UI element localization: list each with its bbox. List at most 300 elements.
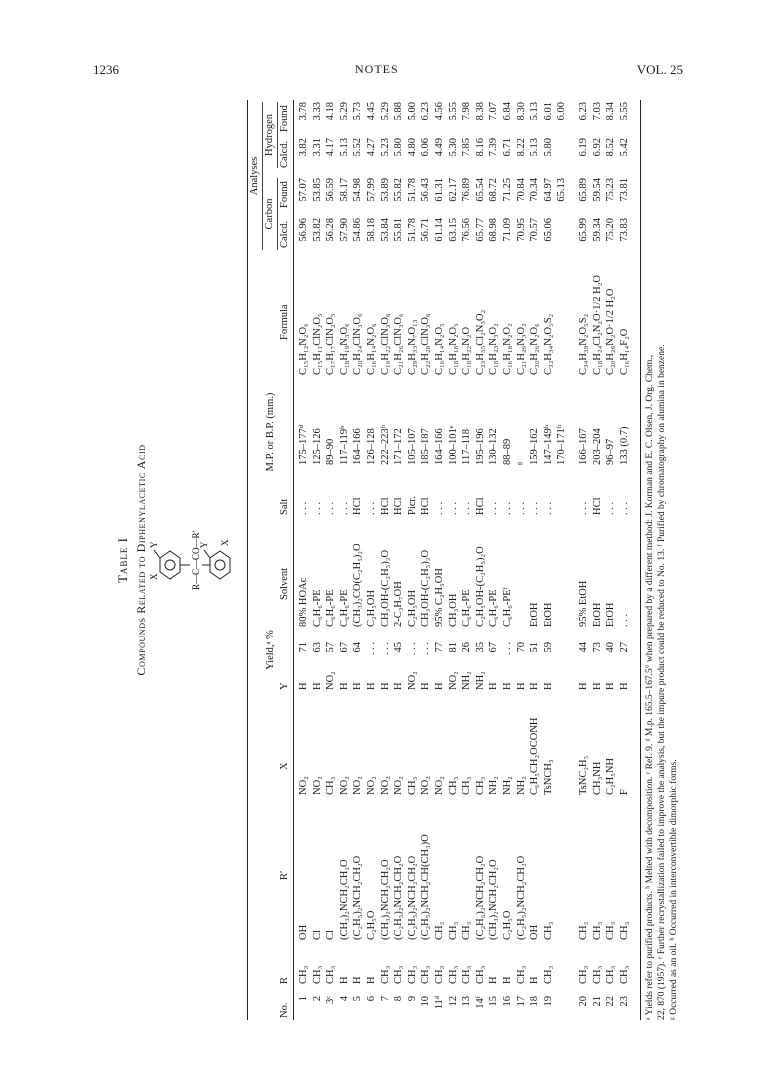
cell-solvent: CH₃OH-(C₂H₅)₂O — [379, 549, 391, 627]
cell-hydrogen-calcd: 4.17 — [325, 138, 337, 157]
cell-r-prime: (C₂H₅)₂NCH₂CH(CH₃)O — [420, 834, 432, 940]
cell-carbon-calcd: 56.96 — [298, 218, 309, 242]
cell-formula: C₁₇H₁₇ClN₂O₅ — [325, 313, 337, 375]
cell-formula: C₁₆H₁₄N₂O₆ — [366, 323, 377, 375]
cell-carbon-calcd: 57.90 — [338, 218, 350, 242]
cell-formula: C₂₉H₃₃N₇O₁₃ — [406, 319, 418, 375]
cell-hydrogen-found: 6.23 — [578, 102, 589, 121]
substituent-y-top: Y — [149, 541, 159, 548]
cell-salt: Picr. — [406, 496, 418, 515]
cell-hydrogen-found: 7.07 — [488, 102, 500, 121]
cell-r: H — [502, 976, 513, 984]
cell-yield: 59 — [542, 642, 554, 653]
cell-solvent: C₆H₆-PE — [488, 589, 500, 627]
cell-yield: 64 — [352, 642, 364, 653]
cell-carbon-calcd: 54.86 — [352, 218, 364, 242]
cell-r: CH₃ — [393, 965, 405, 984]
cell-carbon-calcd: 70.95 — [515, 218, 527, 242]
cell-hydrogen-found: 8.30 — [515, 102, 527, 121]
cell-solvent: 95% EtOH — [578, 580, 589, 627]
header-analyses: Analyses — [249, 156, 260, 196]
cell-solvent: C₂H₅OH — [406, 589, 418, 627]
cell-r-prime: CH₃ — [447, 921, 459, 940]
cell-formula: C₂₁H₂₉N₃O₂ — [515, 323, 527, 375]
cell-yield: 73 — [591, 642, 603, 653]
cell-y: NH₂ — [461, 671, 473, 690]
cell-hydrogen-found: 6.00 — [556, 102, 568, 121]
cell-x: C₂H₅NH — [605, 757, 617, 795]
cell-hydrogen-found: 3.33 — [311, 102, 323, 121]
cell-x: NO₂ — [366, 776, 377, 795]
cell-formula: C₂₀H₂₆N₂O·1/2 H₂O — [605, 288, 617, 375]
cell-yield: 35 — [474, 642, 486, 653]
analyses-rule — [262, 102, 263, 250]
cell-x: C₆H₅CH₂OCONH — [529, 717, 541, 795]
cell-carbon-calcd: 73.83 — [618, 218, 630, 242]
cell-r: CH₃ — [542, 965, 554, 984]
cell-x: NH₂ — [502, 776, 513, 795]
cell-x: CH₃ — [461, 776, 473, 795]
cell-solvent: 80% HOAc — [298, 577, 309, 627]
cell-salt: HCl — [591, 497, 603, 515]
cell-yield: 71 — [298, 642, 309, 653]
table-row — [434, 100, 448, 1020]
header-carbon-found: Found — [279, 181, 290, 208]
cell-carbon-calcd: 53.84 — [379, 218, 391, 242]
cell-mp: 164–166 — [352, 428, 364, 465]
cell-y: H — [515, 682, 527, 690]
cell-carbon-found: 53.85 — [311, 178, 323, 202]
cell-carbon-found: 54.98 — [352, 178, 364, 202]
table-row — [475, 100, 489, 1020]
header-no: No. — [279, 1002, 290, 1018]
cell-hydrogen-found: 7.98 — [461, 102, 473, 121]
cell-salt: . . . — [502, 501, 513, 515]
table-row — [448, 100, 462, 1020]
cell-yield: . . . — [420, 642, 432, 656]
cell-r-prime: (C₂H₅)₂NCH₂CH₂O — [474, 855, 486, 940]
cell-yield: 67 — [338, 642, 350, 653]
cell-no: 5 — [352, 996, 364, 1002]
cell-hydrogen-found: 8.34 — [605, 102, 617, 121]
cell-no: 20 — [578, 996, 589, 1007]
cell-r-prime: CH₃ — [605, 921, 617, 940]
cell-solvent: C₆H₆-PE — [338, 589, 350, 627]
cell-mp: 185–187 — [420, 428, 432, 465]
cell-salt: . . . — [488, 501, 500, 515]
cell-no: 10 — [420, 996, 432, 1007]
cell-y: H — [529, 682, 541, 690]
cell-x: CH₃ — [474, 776, 486, 795]
table-row — [605, 100, 619, 1020]
cell-mp: 164–166 — [434, 428, 445, 465]
cell-x: CH₃NH — [591, 761, 603, 795]
cell-solvent: 2-C₃H₇OH — [393, 581, 405, 627]
cell-salt: . . . — [529, 501, 541, 515]
cell-mp: 170–171ʰ — [556, 424, 568, 465]
cell-r: H — [352, 976, 364, 984]
cell-carbon-calcd: 65.77 — [474, 218, 486, 242]
table-row — [339, 100, 353, 1020]
cell-no: 23 — [618, 996, 630, 1007]
running-head — [0, 62, 769, 82]
core-formula: R—C—CO—R′ — [191, 530, 201, 590]
table-caption: Compounds Related to Diphenylacetic Acid — [134, 444, 148, 676]
hydrogen-rule — [277, 102, 278, 168]
cell-salt: . . . — [618, 501, 630, 515]
cell-solvent: CH₃OH-(C₂H₅)₂O — [420, 549, 432, 627]
table-row — [543, 100, 557, 1020]
cell-y: NO₂ — [325, 671, 337, 690]
cell-carbon-found: 57.99 — [366, 178, 377, 202]
table-row — [380, 100, 394, 1020]
substituent-x-top: X — [149, 573, 159, 580]
cell-r: H — [366, 976, 377, 984]
cell-hydrogen-found: 6.01 — [542, 102, 554, 121]
cell-r: CH₃ — [605, 965, 617, 984]
cell-hydrogen-calcd: 5.80 — [393, 138, 405, 157]
structure-diagram — [148, 490, 240, 630]
cell-salt: . . . — [325, 501, 337, 515]
cell-mp: 159–162 — [529, 428, 541, 465]
cell-carbon-found: 61.31 — [434, 178, 445, 202]
header-hydrogen-found: Found — [279, 105, 290, 132]
cell-carbon-found: 58.17 — [338, 178, 350, 202]
cell-hydrogen-calcd: 6.71 — [502, 138, 513, 157]
cell-formula: C₂₃H₃₅Cl₂N₃O₂ — [474, 309, 486, 375]
cell-y: H — [578, 682, 589, 690]
cell-no: 12 — [447, 996, 459, 1007]
cell-salt: HCl — [474, 497, 486, 515]
cell-salt: HCl — [352, 497, 364, 515]
rotated-table-page — [112, 100, 679, 1020]
cell-mp: 222–223ᵇ — [379, 424, 391, 465]
cell-hydrogen-found: 4.45 — [366, 102, 377, 121]
cell-x: NO₂ — [420, 776, 432, 795]
cell-hydrogen-calcd: 8.52 — [605, 138, 617, 157]
cell-r-prime: OH — [298, 924, 309, 940]
carbon-rule — [277, 178, 278, 250]
table-row — [393, 100, 407, 1020]
cell-r: CH₃ — [618, 965, 630, 984]
cell-formula: C₁₆H₁₈N₂O₂ — [502, 323, 513, 375]
cell-formula: C₁₆H₁₄N₂O₅ — [434, 323, 445, 375]
cell-r-prime: (CH₃)₂NCH₂CH₂O — [379, 859, 391, 940]
table-row — [578, 100, 592, 1020]
cell-hydrogen-found: 5.55 — [618, 102, 630, 121]
cell-x: TsNC₂H₅ — [578, 755, 589, 795]
cell-r-prime: CH₃ — [578, 921, 589, 940]
cell-yield: 81 — [447, 642, 459, 653]
cell-no: 21 — [591, 996, 603, 1007]
table-row — [407, 100, 421, 1020]
cell-no: 13 — [461, 996, 473, 1007]
cell-salt: . . . — [447, 501, 459, 515]
cell-formula: C₁₅H₁₁ClN₂O₅ — [311, 313, 323, 375]
cell-hydrogen-calcd: 5.80 — [542, 138, 554, 157]
cell-no: 8 — [393, 996, 405, 1002]
header-solvent: Solvent — [279, 567, 290, 600]
cell-r-prime: CH₃ — [434, 921, 445, 940]
cell-carbon-found: 62.17 — [447, 178, 459, 202]
cell-r-prime: C₂H₅O — [502, 910, 513, 940]
cell-carbon-calcd: 56.71 — [420, 218, 432, 242]
cell-r-prime: (C₂H₅)₂NCH₂CH₂O — [352, 855, 364, 940]
cell-formula: C₂₂H₂₈ClN₃O₆ — [420, 313, 432, 375]
cell-carbon-found: 70.84 — [515, 178, 527, 202]
cell-y: NO₂ — [447, 671, 459, 690]
cell-r-prime: Cl — [311, 930, 323, 940]
cell-r: CH₃ — [298, 965, 309, 984]
cell-no: 18 — [529, 996, 541, 1007]
cell-hydrogen-found: 3.78 — [298, 102, 309, 121]
cell-mp: 105–107 — [406, 428, 418, 465]
cell-hydrogen-found: 6.23 — [420, 102, 432, 121]
cell-carbon-calcd: 70.57 — [529, 218, 541, 242]
cell-r-prime: C₂H₅O — [366, 910, 377, 940]
cell-carbon-found: 64.97 — [542, 178, 554, 202]
cell-yield: 45 — [393, 642, 405, 653]
cell-r-prime: CH₃ — [591, 921, 603, 940]
cell-salt: . . . — [298, 501, 309, 515]
cell-r: H — [338, 976, 350, 984]
cell-yield: . . . — [406, 642, 418, 656]
cell-carbon-found: 56.43 — [420, 178, 432, 202]
cell-hydrogen-found: 5.29 — [338, 102, 350, 121]
header-x: X — [279, 762, 290, 770]
cell-hydrogen-calcd: 6.19 — [578, 138, 589, 157]
cell-mp: 175–177ᵈ — [298, 424, 309, 465]
cell-y: H — [420, 682, 432, 690]
table-row — [529, 100, 543, 1020]
cell-x: NO₂ — [311, 776, 323, 795]
cell-no: 9 — [406, 996, 418, 1002]
cell-mp: 203–204 — [591, 428, 603, 465]
cell-yield: 63 — [311, 642, 323, 653]
cell-y: H — [366, 682, 377, 690]
table-row — [556, 100, 570, 1020]
cell-mp: 125–126 — [311, 428, 323, 465]
cell-mp: ᵍ — [515, 461, 527, 465]
cell-salt: . . . — [338, 501, 350, 515]
cell-carbon-found: 75.23 — [605, 178, 617, 202]
cell-x: NO₂ — [338, 776, 350, 795]
cell-hydrogen-calcd: 4.80 — [406, 138, 418, 157]
cell-hydrogen-found: 5.13 — [529, 102, 541, 121]
header-yield: Yield,ᵃ % — [265, 630, 276, 670]
cell-no: 19 — [542, 996, 554, 1007]
cell-yield: 26 — [461, 642, 473, 653]
cell-yield: 57 — [325, 642, 337, 653]
header-mp: M.P. or B.P. (mm.) — [265, 392, 276, 472]
cell-y: H — [352, 682, 364, 690]
cell-r: CH₃ — [406, 965, 418, 984]
cell-formula: C₁₈H₂₃N₃O₂ — [488, 323, 500, 375]
cell-solvent: C₂H₅OH — [366, 589, 377, 627]
cell-hydrogen-calcd: 4.27 — [366, 138, 377, 157]
cell-x: NO₂ — [352, 776, 364, 795]
cell-formula: C₃₂H₃₄N₂O₅S₂ — [542, 313, 554, 375]
cell-salt: HCl — [420, 497, 432, 515]
substituent-x-bottom: X — [220, 539, 230, 546]
cell-formula: C₁₅H₁₂N₂O₆ — [298, 323, 309, 375]
cell-r: CH₃ — [379, 965, 391, 984]
cell-salt: . . . — [311, 501, 323, 515]
cell-r-prime: (CH₃)₂NCH₂CH₂O — [488, 859, 500, 940]
cell-x: TsNCH₃ — [542, 759, 554, 795]
cell-hydrogen-found: 8.38 — [474, 102, 486, 121]
cell-carbon-calcd: 65.06 — [542, 218, 554, 242]
cell-salt: . . . — [434, 501, 445, 515]
cell-mp: 88–89 — [502, 438, 513, 465]
cell-salt: . . . — [542, 501, 554, 515]
cell-yield: 77 — [434, 642, 445, 653]
cell-salt: . . . — [578, 501, 589, 515]
cell-y: H — [379, 682, 391, 690]
cell-solvent: 95% C₂H₅OH — [434, 568, 445, 627]
cell-x: NH₂ — [488, 776, 500, 795]
cell-solvent: EtOH — [542, 602, 554, 627]
cell-hydrogen-calcd: 6.92 — [591, 138, 603, 157]
cell-yield: 70 — [515, 642, 527, 653]
cell-carbon-found: 65.89 — [578, 178, 589, 202]
cell-carbon-found: 65.54 — [474, 178, 486, 202]
cell-carbon-calcd: 59.34 — [591, 218, 603, 242]
cell-hydrogen-calcd: 5.42 — [618, 138, 630, 157]
table-row — [298, 100, 312, 1020]
cell-r-prime: (C₂H₅)₂NCH₂CH₂O — [406, 855, 418, 940]
cell-carbon-calcd: 51.78 — [406, 218, 418, 242]
cell-no: 22 — [605, 996, 617, 1007]
cell-yield: 27 — [618, 642, 630, 653]
cell-formula: C₂₀H₂₄ClN₃O₆ — [352, 313, 364, 375]
cell-formula: C₁₆H₁₄F₂O — [618, 328, 630, 375]
cell-hydrogen-found: 5.55 — [447, 102, 459, 121]
cell-no: 3ᶜ — [325, 996, 337, 1004]
cell-hydrogen-found: 4.18 — [325, 102, 337, 121]
cell-x: NO₂ — [379, 776, 391, 795]
cell-yield: 40 — [605, 642, 617, 653]
substituent-y-bottom: Y — [199, 541, 209, 548]
cell-salt: HCl — [393, 497, 405, 515]
cell-carbon-found: 53.89 — [379, 178, 391, 202]
cell-yield: . . . — [502, 642, 513, 656]
cell-solvent: . . . — [618, 613, 630, 627]
cell-formula: C₁₈H₂₄Cl₂N₂O·1/2 H₂O — [591, 274, 603, 375]
cell-hydrogen-calcd: 8.22 — [515, 138, 527, 157]
cell-x: F — [618, 789, 630, 795]
cell-mp: 195–196 — [474, 428, 486, 465]
cell-r: CH₃ — [474, 965, 486, 984]
cell-formula: C₁₈H₁₈N₂O₅ — [447, 323, 459, 375]
cell-r: CH₃ — [591, 965, 603, 984]
cell-no: 2 — [311, 996, 323, 1002]
table-row — [352, 100, 366, 1020]
table-header-rule — [293, 100, 294, 1020]
cell-y: H — [542, 682, 554, 690]
cell-carbon-calcd: 75.20 — [605, 218, 617, 242]
cell-hydrogen-calcd: 8.16 — [474, 138, 486, 157]
cell-y: H — [434, 682, 445, 690]
cell-yield: . . . — [366, 642, 377, 656]
cell-salt: . . . — [366, 501, 377, 515]
cell-formula: C₁₈H₂₂N₂O — [461, 326, 473, 375]
cell-r-prime: Cl — [325, 930, 337, 940]
cell-mp: 117–118 — [461, 429, 473, 465]
cell-carbon-calcd: 76.56 — [461, 218, 473, 242]
cell-carbon-found: 59.54 — [591, 178, 603, 202]
cell-salt: HCl — [379, 497, 391, 515]
cell-hydrogen-found: 5.73 — [352, 102, 364, 121]
cell-yield: . . . — [379, 642, 391, 656]
cell-carbon-calcd: 68.98 — [488, 218, 500, 242]
cell-carbon-calcd: 53.82 — [311, 218, 323, 242]
cell-mp: 147–149ʰ — [542, 424, 554, 465]
cell-carbon-calcd: 63.15 — [447, 218, 459, 242]
table-title: Table I — [115, 536, 130, 584]
table-row — [488, 100, 502, 1020]
cell-no: 15 — [488, 996, 500, 1007]
cell-no: 17 — [515, 996, 527, 1007]
cell-hydrogen-found: 5.88 — [393, 102, 405, 121]
cell-carbon-found: 51.78 — [406, 178, 418, 202]
table-row — [516, 100, 530, 1020]
cell-x: CH₃ — [325, 776, 337, 795]
cell-hydrogen-calcd: 5.30 — [447, 138, 459, 157]
cell-formula: C₁₈H₁₉N₃O₆ — [338, 323, 350, 375]
cell-carbon-found: 70.34 — [529, 178, 541, 202]
cell-no: 1 — [298, 996, 309, 1002]
footnote-line: 22, 870 (1957). ᵉ Further recrystallization failed to improve the analysis, but the impure product could be reduced to No. 13. ᶠ Purified by chromatography on alumina in benzene. — [657, 344, 667, 1020]
cell-mp: 166–167 — [578, 428, 589, 465]
cell-y: NO₂ — [406, 671, 418, 690]
cell-r-prime: (CH₃)₂NCH₂CH₂O — [338, 859, 350, 940]
section-title: NOTES — [355, 62, 399, 76]
cell-solvent: C₂H₅OH-(C₂H₅)₂O — [474, 546, 486, 627]
header-r: R — [279, 976, 290, 984]
table-row — [366, 100, 380, 1020]
cell-carbon-calcd: 65.99 — [578, 218, 589, 242]
cell-r-prime: OH — [529, 924, 541, 940]
cell-hydrogen-calcd: 3.82 — [298, 138, 309, 157]
cell-y: H — [502, 682, 513, 690]
table-row — [502, 100, 516, 1020]
cell-solvent: C₆H₆-PE — [461, 589, 473, 627]
cell-r: CH₃ — [578, 965, 589, 984]
volume-label: VOL. 25 — [636, 62, 683, 77]
footnote-line: ᵃ Yields refer to purified products. ᵇ Melted with decomposition. ᶜ Ref. 9. ᵈ M.p. 165.5–167.5° when prepared by a different method: J. Korman and E. C. Olsen, J. Org. Chem., — [645, 354, 655, 1020]
cell-carbon-calcd: 71.09 — [502, 218, 513, 242]
cell-mp: 133 (0.7) — [618, 426, 630, 465]
cell-carbon-calcd: 56.28 — [325, 218, 337, 242]
cell-mp: 171–172 — [393, 428, 405, 465]
cell-hydrogen-calcd: 7.39 — [488, 138, 500, 157]
table-top-rule — [247, 100, 248, 1020]
cell-salt: . . . — [515, 501, 527, 515]
table-bottom-rule — [640, 100, 641, 1020]
cell-r-prime: CH₃ — [542, 921, 554, 940]
cell-hydrogen-calcd: 5.13 — [529, 138, 541, 157]
cell-y: H — [298, 682, 309, 690]
cell-carbon-found: 65.13 — [556, 178, 568, 202]
cell-solvent: C₆H₆-PE — [311, 589, 323, 627]
cell-hydrogen-calcd: 5.52 — [352, 138, 364, 157]
cell-carbon-calcd: 61.14 — [434, 218, 445, 242]
cell-hydrogen-found: 5.00 — [406, 102, 418, 121]
cell-no: 16 — [502, 996, 513, 1007]
cell-x: NH₂ — [515, 776, 527, 795]
footnote-line: ᵍ Occurred as an oil. ʰ Occurred in interconvertible dimorphic forms. — [669, 759, 679, 1020]
